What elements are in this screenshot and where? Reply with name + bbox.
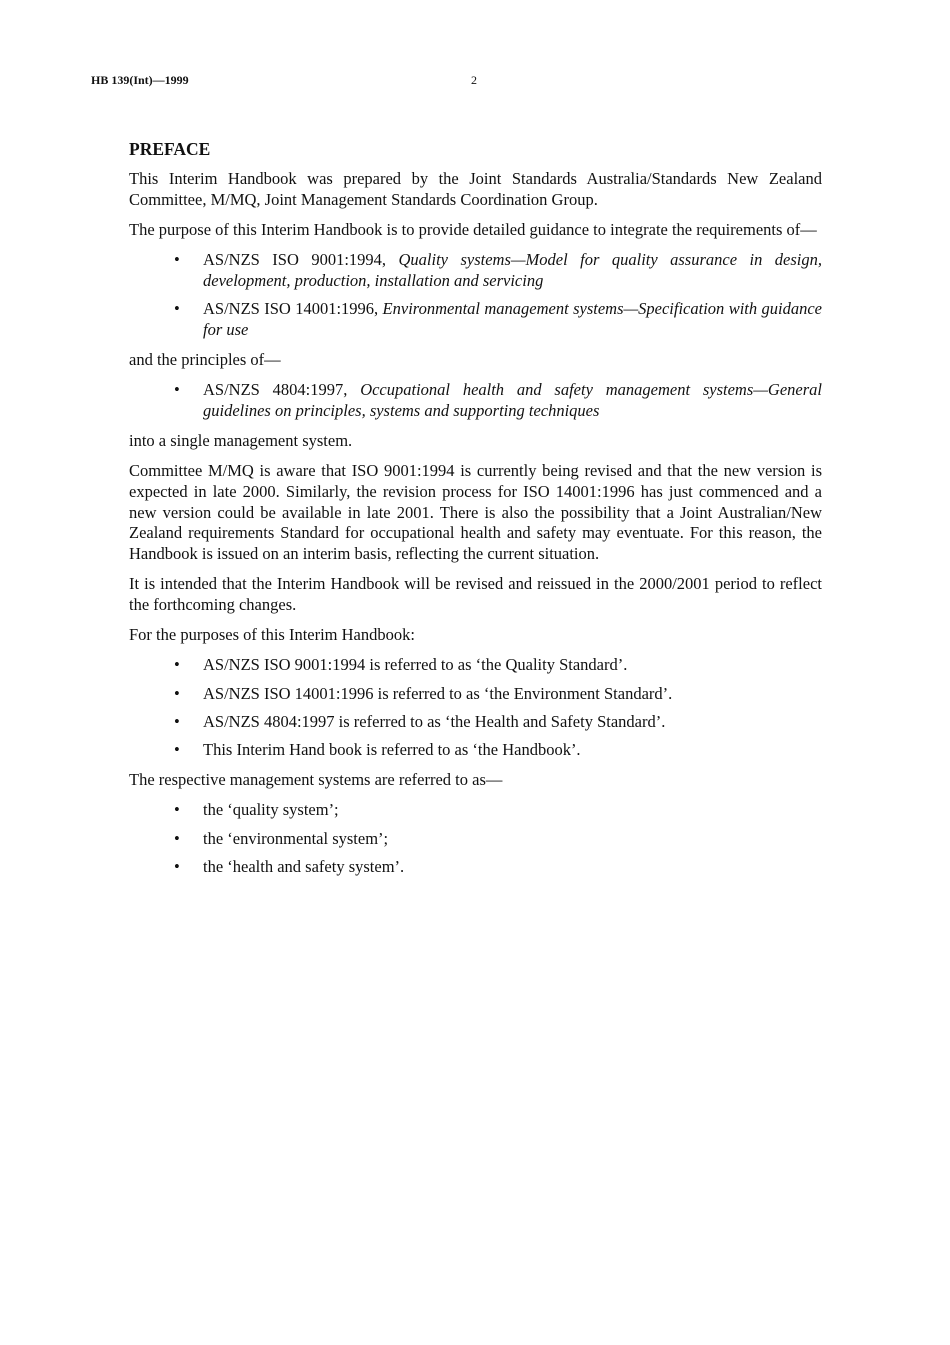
list-item-text: This Interim Hand book is referred to as ‘the Handbook’. [203,739,581,759]
bullet-icon: • [174,711,180,731]
list-item [129,380,822,421]
list-item [129,684,822,705]
single-system-paragraph: into a single management system. [129,431,353,451]
list-item-text: the ‘health and safety system’. [203,856,405,876]
list-item [129,250,822,291]
bullet-icon: • [174,683,180,703]
bullet-icon: • [174,380,180,400]
list-item-text: AS/NZS 4804:1997 is referred to as ‘the Health and Safety Standard’. [203,711,666,731]
principles-list [129,380,822,421]
list-item [129,712,822,733]
bullet-icon: • [174,655,180,675]
list-item [129,740,822,761]
systems-list [129,800,822,877]
standard-title: Environmental management systems—Specification with guidance for use [203,299,822,339]
revision-paragraph: Committee M/MQ is aware that ISO 9001:1994 is currently being revised and that the new version is expected in late 2000. Similarly, the revision process for ISO 14001:1996 has just commenced and a new version could be available in late 2001. There is also the possibility that a Joint Australian/New Zealand requirements Standard for occupational health and safety may eventuate. For this reason, the Handbook is issued on an interim basis, reflecting the current situation. [129,461,822,564]
bullet-icon: • [174,250,180,270]
list-item-text: the ‘environmental system’; [203,828,389,848]
bullet-icon: • [174,800,180,820]
standard-ref: AS/NZS ISO 9001:1994, [203,250,399,270]
page-body [129,138,822,887]
bullet-icon: • [174,299,180,319]
list-item [129,299,822,340]
systems-paragraph: The respective management systems are referred to as— [129,770,503,790]
principles-paragraph: and the principles of— [129,349,281,369]
list-item [129,857,822,878]
standard-title: Occupational health and safety management systems—General guidelines on principles, systems and supporting techniques [203,380,822,420]
page-title: PREFACE [129,139,211,159]
purposes-paragraph: For the purposes of this Interim Handbook: [129,625,415,645]
standard-ref: AS/NZS ISO 14001:1996, [203,299,383,319]
list-item-text: AS/NZS ISO 9001:1994 is referred to as ‘the Quality Standard’. [203,655,628,675]
list-item [129,829,822,850]
page-number: 2 [471,73,477,87]
list-item [129,655,822,676]
list-item-text: AS/NZS ISO 14001:1996 is referred to as ‘the Environment Standard’. [203,683,673,703]
bullet-icon: • [174,828,180,848]
purpose-paragraph: The purpose of this Interim Handbook is to provide detailed guidance to integrate the requirements of— [129,219,817,239]
standard-ref: AS/NZS 4804:1997, [203,380,361,400]
bullet-icon: • [174,739,180,759]
bullet-icon: • [174,856,180,876]
list-item-text: the ‘quality system’; [203,800,339,820]
requirements-list [129,250,822,340]
references-list [129,655,822,760]
document-id: HB 139(Int)—1999 [91,73,189,87]
list-item [129,800,822,821]
reissue-paragraph: It is intended that the Interim Handbook will be revised and reissued in the 2000/2001 period to reflect the forthcoming changes. [129,574,822,614]
intro-paragraph: This Interim Handbook was prepared by the Joint Standards Australia/Standards New Zealand Committee, M/MQ, Joint Management Standards Coordination Group. [129,169,822,209]
standard-title: Quality systems—Model for quality assurance in design, development, production, installation and servicing [203,250,822,290]
